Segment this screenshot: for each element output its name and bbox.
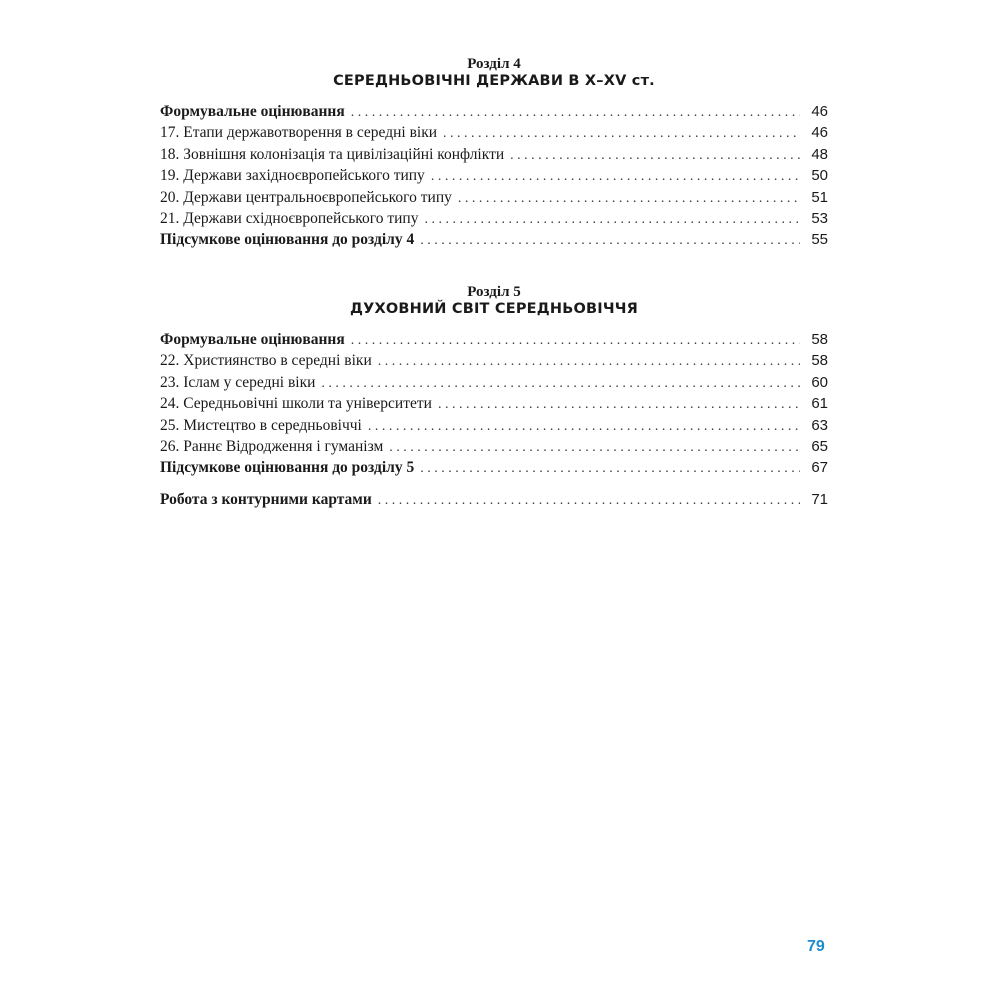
toc-entry-page: 61 bbox=[811, 395, 828, 413]
section-title: Розділ 5 bbox=[467, 284, 521, 300]
section-4 bbox=[160, 56, 828, 251]
toc-entry-label: 23. Іслам у середні віки bbox=[160, 373, 316, 391]
toc-entry[interactable] bbox=[160, 208, 828, 229]
toc-entry[interactable] bbox=[160, 415, 828, 436]
section-heading: ДУХОВНИЙ СВІТ СЕРЕДНЬОВІЧЧЯ bbox=[349, 301, 639, 317]
toc-entry-page: 53 bbox=[811, 209, 828, 227]
toc-entry-final-assessment[interactable] bbox=[160, 229, 828, 250]
dot-leader bbox=[378, 351, 800, 372]
section-title: Розділ 4 bbox=[467, 56, 521, 72]
toc-entry-contour-maps bbox=[160, 489, 828, 510]
toc-entry-final-assessment[interactable] bbox=[160, 457, 828, 478]
toc-entry-formative-assessment[interactable] bbox=[160, 329, 828, 350]
toc-entry[interactable] bbox=[160, 489, 828, 510]
dot-leader bbox=[351, 330, 800, 351]
toc-entry-label: 18. Зовнішня колонізація та цивілізаційні конфлікти bbox=[160, 145, 505, 163]
section-heading: СЕРЕДНЬОВІЧНІ ДЕРЖАВИ В X–XV ст. bbox=[333, 73, 655, 89]
toc-entry-label: 17. Етапи державотворення в середні віки bbox=[160, 124, 438, 142]
dot-leader bbox=[431, 166, 800, 187]
dot-leader bbox=[438, 394, 800, 415]
toc-entry-page: 58 bbox=[811, 352, 828, 370]
toc-entry-page: 71 bbox=[811, 491, 828, 508]
dot-leader bbox=[389, 437, 800, 458]
toc-entry[interactable] bbox=[160, 350, 828, 371]
dot-leader bbox=[420, 230, 800, 251]
toc-list bbox=[160, 101, 828, 251]
toc-entry-page: 48 bbox=[811, 145, 828, 163]
page-number: 79 bbox=[807, 938, 825, 955]
toc-entry-label: 26. Раннє Відродження і гуманізм bbox=[160, 437, 384, 455]
toc-entry[interactable] bbox=[160, 144, 828, 165]
toc-entry[interactable] bbox=[160, 436, 828, 457]
toc-entry[interactable] bbox=[160, 122, 828, 143]
toc-entry-label: 24. Середньовічні школи та університети bbox=[160, 395, 432, 413]
dot-leader bbox=[458, 188, 800, 209]
toc-entry-page: 58 bbox=[811, 331, 828, 348]
dot-leader bbox=[510, 145, 800, 166]
toc-entry-label: 19. Держави західноєвропейського типу bbox=[160, 167, 425, 185]
toc-list bbox=[160, 329, 828, 479]
toc-entry-page: 50 bbox=[811, 167, 828, 185]
dot-leader bbox=[420, 458, 800, 479]
dot-leader bbox=[321, 373, 800, 394]
toc-entry-label: 20. Держави центральноєвропейського типу bbox=[160, 188, 452, 206]
toc-entry-page: 51 bbox=[811, 188, 828, 206]
toc-entry-page: 65 bbox=[811, 437, 828, 455]
section-5 bbox=[160, 284, 828, 479]
toc-entry-label: 21. Держави східноєвропейського типу bbox=[160, 209, 419, 227]
toc-entry-page: 46 bbox=[811, 124, 828, 142]
dot-leader bbox=[424, 209, 800, 230]
toc-entry-label: Робота з контурними картами bbox=[160, 491, 372, 508]
toc-entry-page: 60 bbox=[811, 373, 828, 391]
toc-entry-label: Підсумкове оцінювання до розділу 4 bbox=[160, 231, 415, 249]
toc-entry[interactable] bbox=[160, 187, 828, 208]
toc-entry-page: 46 bbox=[811, 103, 828, 120]
toc-entry-page: 67 bbox=[811, 459, 828, 477]
dot-leader bbox=[443, 123, 800, 144]
table-of-contents-page bbox=[160, 0, 828, 1000]
dot-leader bbox=[368, 416, 800, 437]
toc-entry-page: 63 bbox=[811, 416, 828, 434]
dot-leader bbox=[378, 490, 800, 511]
toc-entry[interactable] bbox=[160, 393, 828, 414]
toc-entry-label: Формувальне оцінювання bbox=[160, 103, 345, 120]
toc-entry-formative-assessment[interactable] bbox=[160, 101, 828, 122]
toc-entry-page: 55 bbox=[811, 231, 828, 249]
dot-leader bbox=[351, 102, 800, 123]
toc-entry-label: Формувальне оцінювання bbox=[160, 331, 345, 348]
toc-entry-label: 25. Мистецтво в середньовіччі bbox=[160, 416, 362, 434]
toc-entry[interactable] bbox=[160, 372, 828, 393]
toc-entry[interactable] bbox=[160, 165, 828, 186]
toc-entry-label: Підсумкове оцінювання до розділу 5 bbox=[160, 459, 415, 477]
toc-entry-label: 22. Християнство в середні віки bbox=[160, 352, 372, 370]
